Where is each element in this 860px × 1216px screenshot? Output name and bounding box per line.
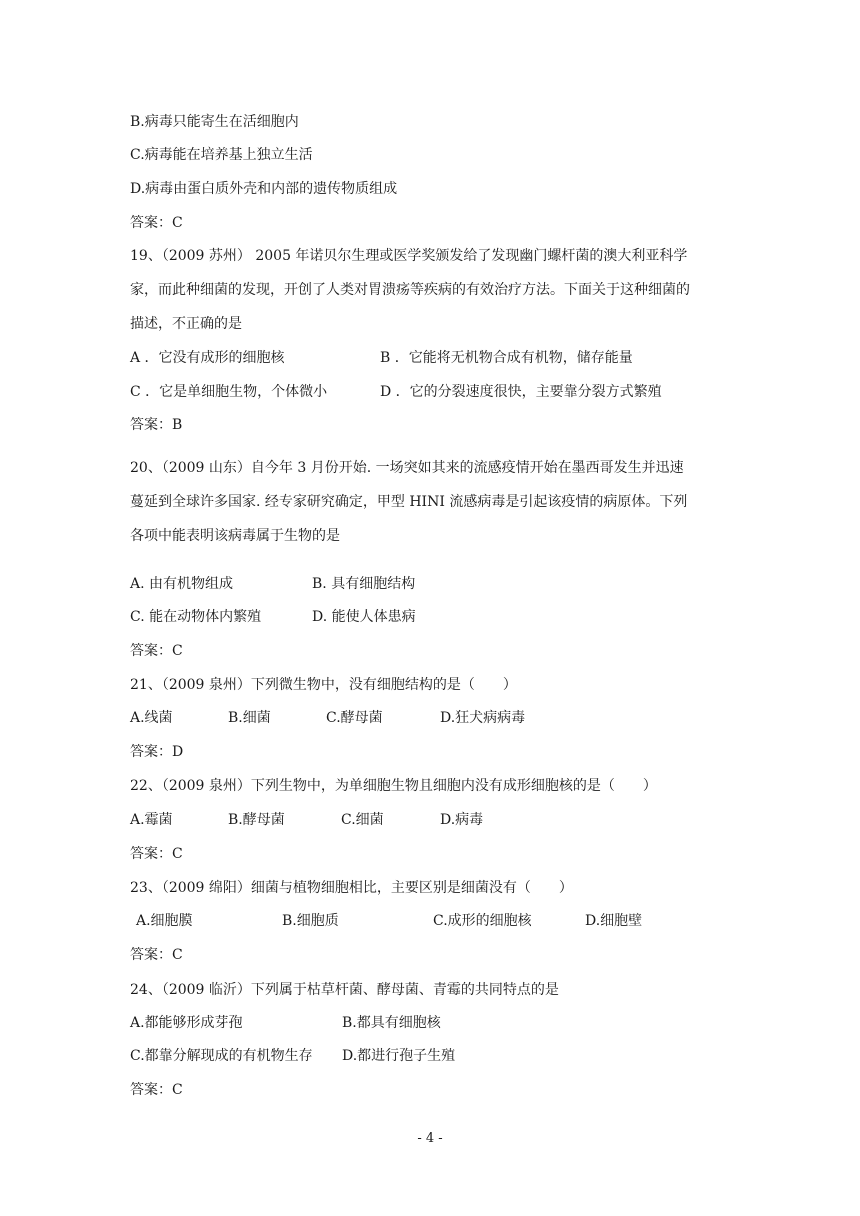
q22-answer: 答案：C	[130, 846, 183, 862]
q19-option-a: A ．它没有成形的细胞核	[130, 350, 285, 366]
q19-option-d: D ．它的分裂速度很快，主要靠分裂方式繁殖	[380, 384, 662, 400]
q20-stem-line: 各项中能表明该病毒属于生物的是	[130, 528, 340, 544]
q18-option-b: B.病毒只能寄生在活细胞内	[130, 114, 299, 130]
q21-option-d: D.狂犬病病毒	[440, 710, 526, 726]
q20-answer: 答案：C	[130, 643, 183, 659]
q20-stem-line: 20、（2009 山东）自今年 3 月份开始. 一场突如其来的流感疫情开始在墨西哥发生并迅速	[130, 460, 684, 476]
q23-stem: 23、（2009 绵阳）细菌与植物细胞相比，主要区别是细菌没有（ ）	[130, 880, 573, 896]
q23-option-a: A.细胞膜	[136, 913, 193, 929]
q19-option-c: C ．它是单细胞生物，个体微小	[130, 384, 328, 400]
q24-option-d: D.都进行孢子生殖	[342, 1048, 456, 1064]
q22-option-d: D.病毒	[440, 812, 484, 828]
q18-option-d: D.病毒由蛋白质外壳和内部的遗传物质组成	[130, 181, 398, 197]
q22-stem: 22、（2009 泉州）下列生物中，为单细胞生物且细胞内没有成形细胞核的是（ ）	[130, 778, 657, 794]
q23-option-d: D.细胞壁	[585, 913, 643, 929]
q23-answer: 答案：C	[130, 947, 183, 963]
q19-stem-line: 描述，不正确的是	[130, 316, 242, 332]
page-number: - 4 -	[417, 1131, 443, 1146]
q20-option-c: C. 能在动物体内繁殖	[130, 609, 262, 625]
q24-answer: 答案：C	[130, 1082, 183, 1098]
q22-option-b: B.酵母菌	[228, 812, 285, 828]
q21-option-a: A.线菌	[130, 710, 173, 726]
q20-option-d: D. 能使人体患病	[312, 609, 416, 625]
q20-option-a: A. 由有机物组成	[130, 576, 234, 592]
q23-option-b: B.细胞质	[282, 913, 339, 929]
q24-option-b: B.都具有细胞核	[342, 1015, 441, 1031]
q21-answer: 答案：D	[130, 744, 184, 760]
q22-option-a: A.霉菌	[130, 812, 173, 828]
q24-option-c: C.都靠分解现成的有机物生存	[130, 1048, 313, 1064]
q18-answer: 答案：C	[130, 215, 183, 231]
q22-option-c: C.细菌	[341, 812, 384, 828]
q18-option-c: C.病毒能在培养基上独立生活	[130, 147, 313, 163]
q24-option-a: A.都能够形成芽孢	[130, 1015, 243, 1031]
q21-stem: 21、（2009 泉州）下列微生物中，没有细胞结构的是（ ）	[130, 677, 517, 693]
q24-stem: 24、（2009 临沂）下列属于枯草杆菌、酵母菌、青霉的共同特点的是	[130, 982, 559, 998]
q23-option-c: C.成形的细胞核	[433, 913, 532, 929]
q19-option-b: B ．它能将无机物合成有机物，储存能量	[380, 350, 633, 366]
q20-option-b: B. 具有细胞结构	[312, 576, 416, 592]
q19-stem-line: 19、（2009 苏州） 2005 年诺贝尔生理或医学奖颁发给了发现幽门螺杆菌的澳大利亚科学	[130, 248, 688, 264]
q21-option-c: C.酵母菌	[326, 710, 383, 726]
q19-answer: 答案：B	[130, 417, 183, 433]
q21-option-b: B.细菌	[228, 710, 271, 726]
q19-stem-line: 家，而此种细菌的发现，开创了人类对胃溃疡等疾病的有效治疗方法。下面关于这种细菌的	[130, 282, 690, 298]
q20-stem-line: 蔓延到全球许多国家. 经专家研究确定，甲型 HINI 流感病毒是引起该疫情的病原体。下列	[130, 494, 688, 510]
